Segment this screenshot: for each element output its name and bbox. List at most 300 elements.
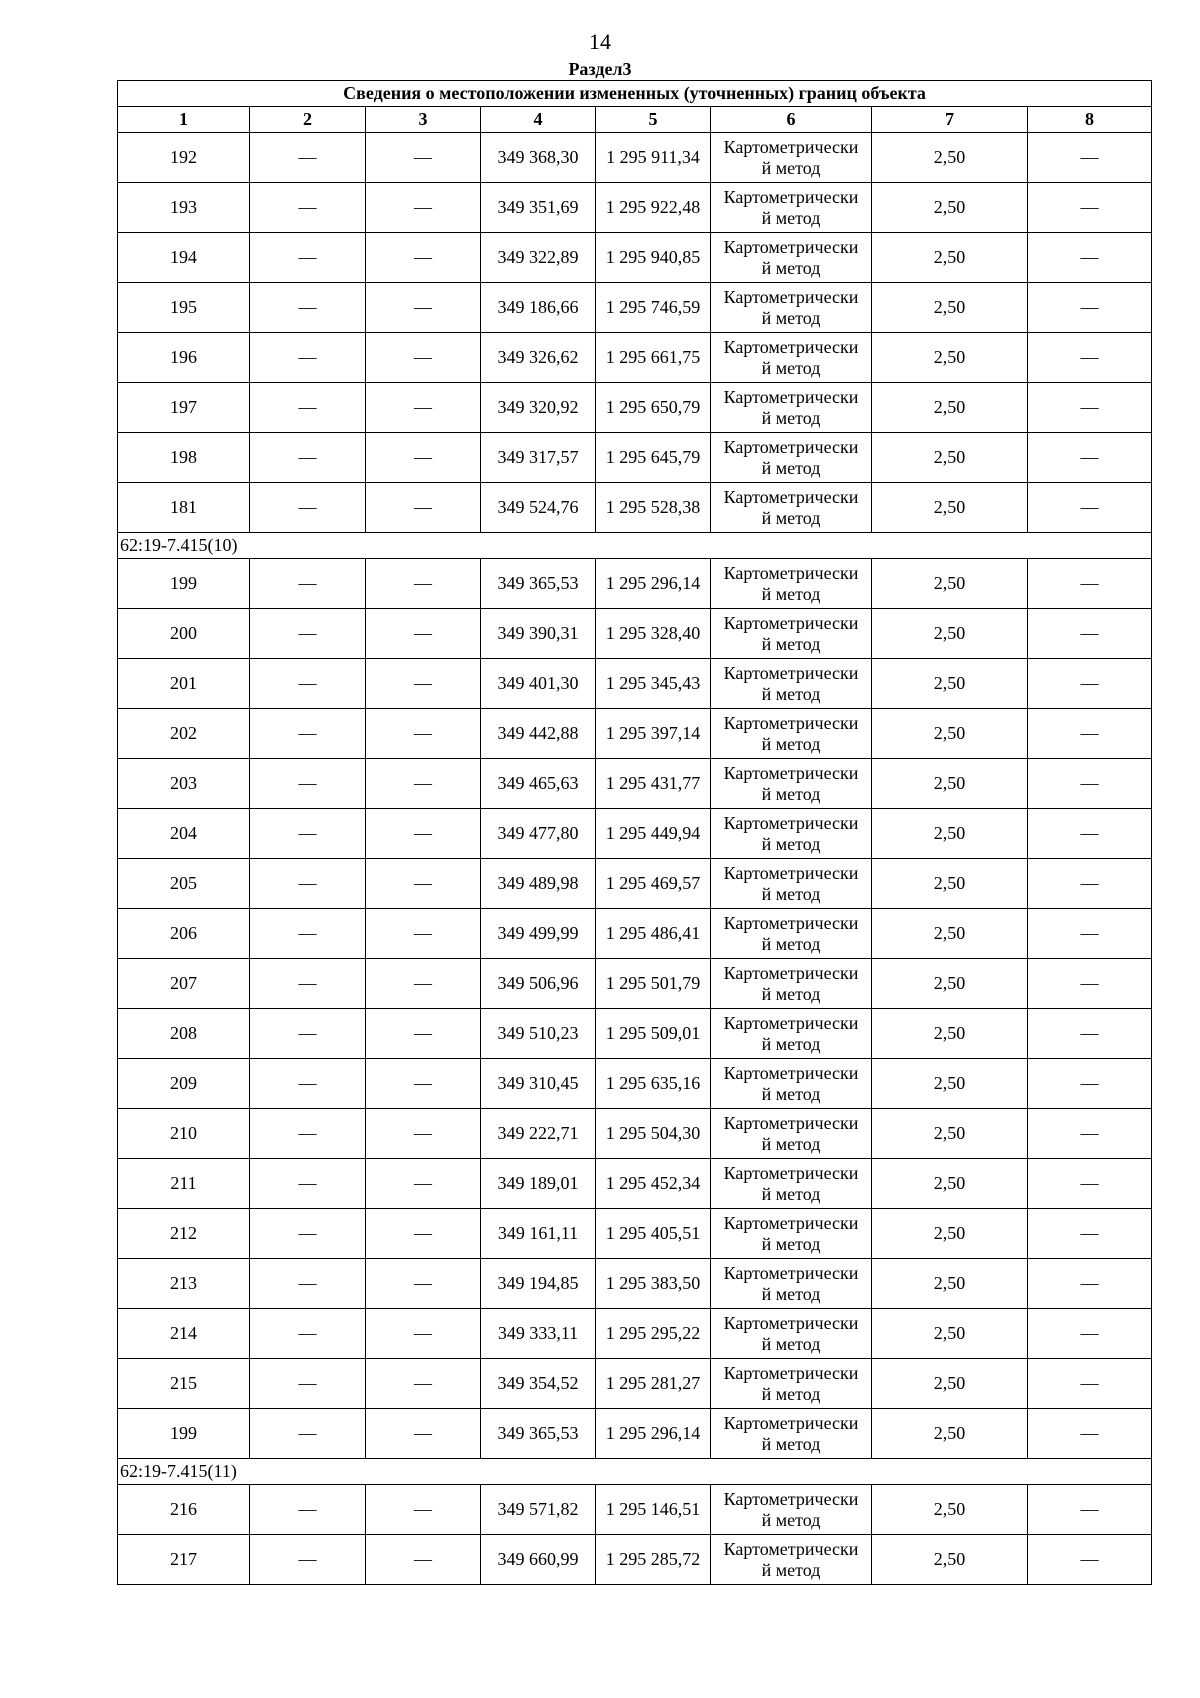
x-coordinate-cell: 349 489,98	[481, 859, 596, 909]
method-text-line-2: й метод	[761, 507, 821, 528]
accuracy-cell: 2,50	[872, 383, 1028, 433]
column-number: 8	[1028, 107, 1152, 133]
y-coordinate-cell: 1 295 328,40	[596, 609, 711, 659]
section-title: Раздел3	[568, 59, 632, 79]
column-2-cell: —	[250, 1259, 366, 1309]
column-3-cell: —	[366, 759, 481, 809]
method-text-line-2: й метод	[761, 307, 821, 328]
y-coordinate-cell: 1 295 449,94	[596, 809, 711, 859]
method-text-line-1: Картометрически	[723, 962, 859, 983]
table-row	[118, 383, 1152, 433]
column-8-cell: —	[1028, 1109, 1152, 1159]
column-2-cell: —	[250, 433, 366, 483]
accuracy-cell: 2,50	[872, 283, 1028, 333]
page-number: 14	[589, 29, 611, 54]
accuracy-cell: 2,50	[872, 1009, 1028, 1059]
y-coordinate-cell: 1 295 940,85	[596, 233, 711, 283]
column-3-cell: —	[366, 1309, 481, 1359]
method-text-line-1: Картометрически	[723, 762, 859, 783]
method-text-line-1: Картометрически	[723, 712, 859, 733]
table-row	[118, 1485, 1152, 1535]
parcel-group-label: 62:19-7.415(11)	[118, 1459, 1152, 1485]
method-cell	[711, 1159, 872, 1209]
method-text-line-2: й метод	[761, 733, 821, 754]
y-coordinate-cell: 1 295 285,72	[596, 1535, 711, 1585]
method-text-line-1: Картометрически	[723, 236, 859, 257]
method-cell	[711, 1259, 872, 1309]
method-text-line-2: й метод	[761, 683, 821, 704]
point-number-cell: 200	[118, 609, 250, 659]
method-text-line-1: Картометрически	[723, 336, 859, 357]
column-8-cell: —	[1028, 1059, 1152, 1109]
method-cell	[711, 1485, 872, 1535]
column-3-cell: —	[366, 1159, 481, 1209]
column-2-cell: —	[250, 383, 366, 433]
point-number-cell: 214	[118, 1309, 250, 1359]
point-number-cell: 193	[118, 183, 250, 233]
column-2-cell: —	[250, 909, 366, 959]
accuracy-cell: 2,50	[872, 1309, 1028, 1359]
method-text-line-2: й метод	[761, 1233, 821, 1254]
table-row	[118, 183, 1152, 233]
x-coordinate-cell: 349 524,76	[481, 483, 596, 533]
y-coordinate-cell: 1 295 645,79	[596, 433, 711, 483]
accuracy-cell: 2,50	[872, 183, 1028, 233]
y-coordinate-cell: 1 295 911,34	[596, 133, 711, 183]
method-cell	[711, 283, 872, 333]
point-number-cell: 209	[118, 1059, 250, 1109]
method-text-line-2: й метод	[761, 257, 821, 278]
y-coordinate-cell: 1 295 281,27	[596, 1359, 711, 1409]
y-coordinate-cell: 1 295 296,14	[596, 559, 711, 609]
y-coordinate-cell: 1 295 650,79	[596, 383, 711, 433]
method-cell	[711, 909, 872, 959]
column-number-row	[118, 107, 1152, 133]
table-row	[118, 1059, 1152, 1109]
method-text-line-1: Картометрически	[723, 1062, 859, 1083]
y-coordinate-cell: 1 295 452,34	[596, 1159, 711, 1209]
method-text-line-2: й метод	[761, 157, 821, 178]
method-cell	[711, 1059, 872, 1109]
column-2-cell: —	[250, 333, 366, 383]
x-coordinate-cell: 349 310,45	[481, 1059, 596, 1109]
column-8-cell: —	[1028, 1309, 1152, 1359]
accuracy-cell: 2,50	[872, 759, 1028, 809]
column-8-cell: —	[1028, 1409, 1152, 1459]
method-text-line-1: Картометрически	[723, 1488, 859, 1509]
table-body	[118, 133, 1152, 1585]
y-coordinate-cell: 1 295 922,48	[596, 183, 711, 233]
column-2-cell: —	[250, 133, 366, 183]
accuracy-cell: 2,50	[872, 1485, 1028, 1535]
x-coordinate-cell: 349 326,62	[481, 333, 596, 383]
point-number-cell: 216	[118, 1485, 250, 1535]
point-number-cell: 213	[118, 1259, 250, 1309]
method-cell	[711, 483, 872, 533]
method-cell	[711, 559, 872, 609]
method-cell	[711, 183, 872, 233]
y-coordinate-cell: 1 295 295,22	[596, 1309, 711, 1359]
accuracy-cell: 2,50	[872, 659, 1028, 709]
method-cell	[711, 1359, 872, 1409]
method-text-line-1: Картометрически	[723, 286, 859, 307]
method-cell	[711, 759, 872, 809]
y-coordinate-cell: 1 295 431,77	[596, 759, 711, 809]
column-8-cell: —	[1028, 483, 1152, 533]
method-text-line-2: й метод	[761, 1433, 821, 1454]
column-8-cell: —	[1028, 659, 1152, 709]
column-8-cell: —	[1028, 333, 1152, 383]
column-2-cell: —	[250, 483, 366, 533]
y-coordinate-cell: 1 295 383,50	[596, 1259, 711, 1309]
method-text-line-2: й метод	[761, 1033, 821, 1054]
table-row	[118, 433, 1152, 483]
column-number: 3	[366, 107, 481, 133]
x-coordinate-cell: 349 222,71	[481, 1109, 596, 1159]
column-8-cell: —	[1028, 183, 1152, 233]
column-2-cell: —	[250, 1059, 366, 1109]
method-text-line-1: Картометрически	[723, 1012, 859, 1033]
column-2-cell: —	[250, 1359, 366, 1409]
column-8-cell: —	[1028, 559, 1152, 609]
column-8-cell: —	[1028, 1209, 1152, 1259]
method-text-line-1: Картометрически	[723, 912, 859, 933]
column-3-cell: —	[366, 383, 481, 433]
method-text-line-1: Картометрически	[723, 1262, 859, 1283]
point-number-cell: 208	[118, 1009, 250, 1059]
x-coordinate-cell: 349 320,92	[481, 383, 596, 433]
x-coordinate-cell: 349 660,99	[481, 1535, 596, 1585]
method-text-line-1: Картометрически	[723, 662, 859, 683]
point-number-cell: 215	[118, 1359, 250, 1409]
column-8-cell: —	[1028, 609, 1152, 659]
column-3-cell: —	[366, 433, 481, 483]
point-number-cell: 207	[118, 959, 250, 1009]
y-coordinate-cell: 1 295 397,14	[596, 709, 711, 759]
column-3-cell: —	[366, 233, 481, 283]
column-number: 4	[481, 107, 596, 133]
column-8-cell: —	[1028, 759, 1152, 809]
point-number-cell: 203	[118, 759, 250, 809]
column-3-cell: —	[366, 609, 481, 659]
x-coordinate-cell: 349 194,85	[481, 1259, 596, 1309]
column-2-cell: —	[250, 1409, 366, 1459]
table-row	[118, 283, 1152, 333]
method-text-line-2: й метод	[761, 783, 821, 804]
column-3-cell: —	[366, 1485, 481, 1535]
y-coordinate-cell: 1 295 469,57	[596, 859, 711, 909]
method-text-line-1: Картометрически	[723, 1412, 859, 1433]
accuracy-cell: 2,50	[872, 333, 1028, 383]
method-text-line-1: Картометрически	[723, 812, 859, 833]
parcel-group-row	[118, 533, 1152, 559]
method-text-line-2: й метод	[761, 1283, 821, 1304]
method-cell	[711, 709, 872, 759]
x-coordinate-cell: 349 477,80	[481, 809, 596, 859]
x-coordinate-cell: 349 365,53	[481, 559, 596, 609]
column-8-cell: —	[1028, 959, 1152, 1009]
method-cell	[711, 233, 872, 283]
column-3-cell: —	[366, 1409, 481, 1459]
accuracy-cell: 2,50	[872, 1535, 1028, 1585]
method-text-line-1: Картометрически	[723, 562, 859, 583]
method-cell	[711, 1309, 872, 1359]
point-number-cell: 198	[118, 433, 250, 483]
accuracy-cell: 2,50	[872, 1059, 1028, 1109]
column-3-cell: —	[366, 1009, 481, 1059]
point-number-cell: 199	[118, 559, 250, 609]
column-3-cell: —	[366, 183, 481, 233]
column-3-cell: —	[366, 809, 481, 859]
method-cell	[711, 383, 872, 433]
table-row	[118, 1535, 1152, 1585]
column-3-cell: —	[366, 909, 481, 959]
method-text-line-2: й метод	[761, 457, 821, 478]
method-text-line-2: й метод	[761, 1133, 821, 1154]
column-3-cell: —	[366, 483, 481, 533]
accuracy-cell: 2,50	[872, 433, 1028, 483]
column-3-cell: —	[366, 1109, 481, 1159]
table-row	[118, 709, 1152, 759]
x-coordinate-cell: 349 365,53	[481, 1409, 596, 1459]
column-3-cell: —	[366, 659, 481, 709]
point-number-cell: 217	[118, 1535, 250, 1585]
point-number-cell: 192	[118, 133, 250, 183]
method-text-line-1: Картометрически	[723, 862, 859, 883]
method-cell	[711, 1009, 872, 1059]
column-8-cell: —	[1028, 709, 1152, 759]
accuracy-cell: 2,50	[872, 233, 1028, 283]
column-2-cell: —	[250, 1109, 366, 1159]
table-row	[118, 233, 1152, 283]
column-3-cell: —	[366, 333, 481, 383]
method-text-line-1: Картометрически	[723, 486, 859, 507]
method-cell	[711, 133, 872, 183]
column-2-cell: —	[250, 809, 366, 859]
x-coordinate-cell: 349 465,63	[481, 759, 596, 809]
column-8-cell: —	[1028, 1009, 1152, 1059]
table-row	[118, 859, 1152, 909]
column-3-cell: —	[366, 1059, 481, 1109]
accuracy-cell: 2,50	[872, 809, 1028, 859]
method-cell	[711, 1535, 872, 1585]
column-3-cell: —	[366, 1535, 481, 1585]
method-text-line-2: й метод	[761, 1333, 821, 1354]
column-3-cell: —	[366, 859, 481, 909]
column-number: 2	[250, 107, 366, 133]
column-number: 1	[118, 107, 250, 133]
column-2-cell: —	[250, 759, 366, 809]
table-caption: Сведения о местоположении измененных (уточненных) границ объекта	[118, 81, 1152, 107]
method-cell	[711, 659, 872, 709]
x-coordinate-cell: 349 390,31	[481, 609, 596, 659]
point-number-cell: 194	[118, 233, 250, 283]
x-coordinate-cell: 349 354,52	[481, 1359, 596, 1409]
column-3-cell: —	[366, 709, 481, 759]
accuracy-cell: 2,50	[872, 609, 1028, 659]
point-number-cell: 201	[118, 659, 250, 709]
method-text-line-2: й метод	[761, 407, 821, 428]
column-8-cell: —	[1028, 383, 1152, 433]
method-text-line-1: Картометрически	[723, 1112, 859, 1133]
column-8-cell: —	[1028, 859, 1152, 909]
accuracy-cell: 2,50	[872, 859, 1028, 909]
method-text-line-2: й метод	[761, 883, 821, 904]
method-text-line-2: й метод	[761, 983, 821, 1004]
x-coordinate-cell: 349 189,01	[481, 1159, 596, 1209]
table-row	[118, 959, 1152, 1009]
table-row	[118, 133, 1152, 183]
accuracy-cell: 2,50	[872, 909, 1028, 959]
point-number-cell: 181	[118, 483, 250, 533]
column-8-cell: —	[1028, 809, 1152, 859]
accuracy-cell: 2,50	[872, 1159, 1028, 1209]
column-3-cell: —	[366, 559, 481, 609]
method-text-line-2: й метод	[761, 933, 821, 954]
point-number-cell: 204	[118, 809, 250, 859]
method-text-line-1: Картометрически	[723, 1162, 859, 1183]
column-2-cell: —	[250, 1535, 366, 1585]
column-8-cell: —	[1028, 1359, 1152, 1409]
method-cell	[711, 809, 872, 859]
column-2-cell: —	[250, 1309, 366, 1359]
column-number: 6	[711, 107, 872, 133]
y-coordinate-cell: 1 295 746,59	[596, 283, 711, 333]
x-coordinate-cell: 349 333,11	[481, 1309, 596, 1359]
method-text-line-1: Картометрически	[723, 186, 859, 207]
table-row	[118, 1259, 1152, 1309]
method-cell	[711, 333, 872, 383]
column-2-cell: —	[250, 1159, 366, 1209]
accuracy-cell: 2,50	[872, 1209, 1028, 1259]
accuracy-cell: 2,50	[872, 559, 1028, 609]
column-3-cell: —	[366, 133, 481, 183]
accuracy-cell: 2,50	[872, 1409, 1028, 1459]
method-cell	[711, 1409, 872, 1459]
column-8-cell: —	[1028, 1259, 1152, 1309]
x-coordinate-cell: 349 401,30	[481, 659, 596, 709]
point-number-cell: 199	[118, 1409, 250, 1459]
method-text-line-2: й метод	[761, 207, 821, 228]
column-2-cell: —	[250, 659, 366, 709]
table-row	[118, 609, 1152, 659]
column-3-cell: —	[366, 959, 481, 1009]
y-coordinate-cell: 1 295 509,01	[596, 1009, 711, 1059]
column-2-cell: —	[250, 1485, 366, 1535]
table-row	[118, 333, 1152, 383]
method-text-line-1: Картометрически	[723, 136, 859, 157]
column-3-cell: —	[366, 1259, 481, 1309]
method-text-line-2: й метод	[761, 1183, 821, 1204]
x-coordinate-cell: 349 161,11	[481, 1209, 596, 1259]
x-coordinate-cell: 349 368,30	[481, 133, 596, 183]
column-2-cell: —	[250, 559, 366, 609]
column-2-cell: —	[250, 609, 366, 659]
point-number-cell: 195	[118, 283, 250, 333]
column-2-cell: —	[250, 233, 366, 283]
method-text-line-2: й метод	[761, 633, 821, 654]
column-2-cell: —	[250, 709, 366, 759]
y-coordinate-cell: 1 295 661,75	[596, 333, 711, 383]
column-2-cell: —	[250, 859, 366, 909]
y-coordinate-cell: 1 295 345,43	[596, 659, 711, 709]
y-coordinate-cell: 1 295 504,30	[596, 1109, 711, 1159]
x-coordinate-cell: 349 322,89	[481, 233, 596, 283]
parcel-group-row	[118, 1459, 1152, 1485]
column-3-cell: —	[366, 1359, 481, 1409]
method-text-line-2: й метод	[761, 583, 821, 604]
accuracy-cell: 2,50	[872, 709, 1028, 759]
column-8-cell: —	[1028, 909, 1152, 959]
point-number-cell: 196	[118, 333, 250, 383]
column-number: 5	[596, 107, 711, 133]
method-cell	[711, 433, 872, 483]
y-coordinate-cell: 1 295 296,14	[596, 1409, 711, 1459]
method-cell	[711, 609, 872, 659]
table-row	[118, 1009, 1152, 1059]
x-coordinate-cell: 349 317,57	[481, 433, 596, 483]
column-8-cell: —	[1028, 133, 1152, 183]
method-text-line-2: й метод	[761, 357, 821, 378]
method-cell	[711, 1209, 872, 1259]
table-row	[118, 1209, 1152, 1259]
point-number-cell: 205	[118, 859, 250, 909]
column-2-cell: —	[250, 959, 366, 1009]
accuracy-cell: 2,50	[872, 133, 1028, 183]
x-coordinate-cell: 349 571,82	[481, 1485, 596, 1535]
point-number-cell: 206	[118, 909, 250, 959]
y-coordinate-cell: 1 295 635,16	[596, 1059, 711, 1109]
method-text-line-1: Картометрически	[723, 386, 859, 407]
table-row	[118, 1409, 1152, 1459]
method-text-line-1: Картометрически	[723, 436, 859, 457]
table-row	[118, 1109, 1152, 1159]
table-row	[118, 659, 1152, 709]
method-text-line-1: Картометрически	[723, 1312, 859, 1333]
y-coordinate-cell: 1 295 146,51	[596, 1485, 711, 1535]
method-text-line-2: й метод	[761, 1083, 821, 1104]
column-8-cell: —	[1028, 1535, 1152, 1585]
table-row	[118, 809, 1152, 859]
table-row	[118, 1309, 1152, 1359]
y-coordinate-cell: 1 295 501,79	[596, 959, 711, 1009]
table-row	[118, 483, 1152, 533]
method-text-line-1: Картометрически	[723, 1362, 859, 1383]
column-2-cell: —	[250, 283, 366, 333]
boundary-coordinates-table	[117, 80, 1152, 1585]
accuracy-cell: 2,50	[872, 1259, 1028, 1309]
point-number-cell: 210	[118, 1109, 250, 1159]
column-8-cell: —	[1028, 283, 1152, 333]
accuracy-cell: 2,50	[872, 959, 1028, 1009]
column-8-cell: —	[1028, 233, 1152, 283]
accuracy-cell: 2,50	[872, 483, 1028, 533]
method-text-line-1: Картометрически	[723, 1538, 859, 1559]
method-text-line-1: Картометрически	[723, 612, 859, 633]
x-coordinate-cell: 349 351,69	[481, 183, 596, 233]
column-8-cell: —	[1028, 1159, 1152, 1209]
column-8-cell: —	[1028, 1485, 1152, 1535]
table-row	[118, 909, 1152, 959]
y-coordinate-cell: 1 295 405,51	[596, 1209, 711, 1259]
x-coordinate-cell: 349 499,99	[481, 909, 596, 959]
x-coordinate-cell: 349 186,66	[481, 283, 596, 333]
accuracy-cell: 2,50	[872, 1109, 1028, 1159]
column-2-cell: —	[250, 1209, 366, 1259]
column-2-cell: —	[250, 1009, 366, 1059]
method-cell	[711, 1109, 872, 1159]
y-coordinate-cell: 1 295 528,38	[596, 483, 711, 533]
